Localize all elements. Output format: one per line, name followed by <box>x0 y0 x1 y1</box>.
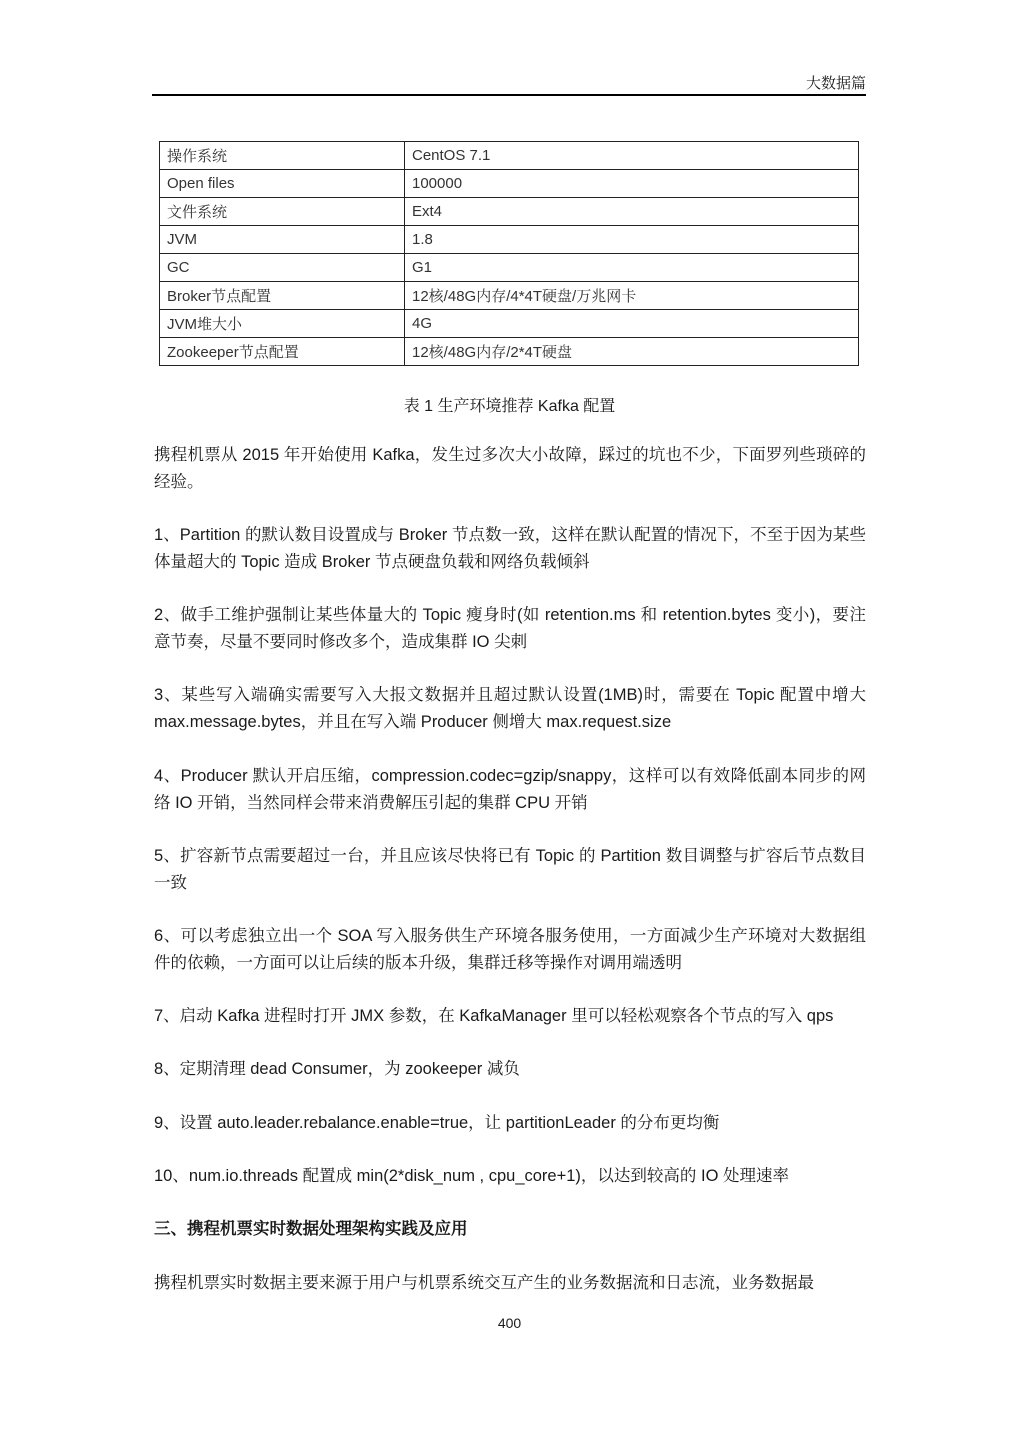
table-cell-value: CentOS 7.1 <box>405 142 859 170</box>
header-rule <box>152 94 866 96</box>
page-number: 400 <box>497 1315 522 1331</box>
table-cell-value: Ext4 <box>405 198 859 226</box>
table-row <box>160 170 859 198</box>
paragraph-tip-8: 8、定期清理 dead Consumer，为 zookeeper 减负 <box>154 1060 520 1078</box>
table-cell-key: JVM堆大小 <box>160 310 405 338</box>
paragraph-tip-4: 4、Producer 默认开启压缩，compression.codec=gzip/snappy，这样可以有效降低副本同步的网络 IO 开销，当然同样会带来消费解压引起的集群 CPU 开销 <box>154 767 866 812</box>
table-row <box>160 198 859 226</box>
table-cell-value: 12核/48G内存/2*4T硬盘 <box>405 338 859 366</box>
table-cell-key: 操作系统 <box>160 142 405 170</box>
running-header: 大数据篇 <box>805 75 866 92</box>
section-heading: 三、携程机票实时数据处理架构实践及应用 <box>154 1220 468 1238</box>
table-cell-key: GC <box>160 254 405 282</box>
table-cell-value: G1 <box>405 254 859 282</box>
table-cell-key: Open files <box>160 170 405 198</box>
paragraph-tip-6: 6、可以考虑独立出一个 SOA 写入服务供生产环境各服务使用，一方面减少生产环境对大数据组件的依赖，一方面可以让后续的版本升级，集群迁移等操作对调用端透明 <box>154 927 866 972</box>
paragraph-tip-5: 5、扩容新节点需要超过一台，并且应该尽快将已有 Topic 的 Partition 数目调整与扩容后节点数目一致 <box>154 847 866 892</box>
table-row <box>160 338 859 366</box>
table-cell-value: 12核/48G内存/4*4T硬盘/万兆网卡 <box>405 282 859 310</box>
table-row <box>160 254 859 282</box>
table-cell-value: 100000 <box>405 170 859 198</box>
table-cell-key: 文件系统 <box>160 198 405 226</box>
table-cell-value: 1.8 <box>405 226 859 254</box>
table-cell-value: 4G <box>405 310 859 338</box>
table-row <box>160 226 859 254</box>
table-cell-key: JVM <box>160 226 405 254</box>
paragraph-tip-3: 3、某些写入端确实需要写入大报文数据并且超过默认设置(1MB)时，需要在 Topic 配置中增大 max.message.bytes，并且在写入端 Producer 侧增大 max.request.size <box>154 686 866 731</box>
table-cell-key: Broker节点配置 <box>160 282 405 310</box>
paragraph-tip-7: 7、启动 Kafka 进程时打开 JMX 参数，在 KafkaManager 里可以轻松观察各个节点的写入 qps <box>154 1007 834 1025</box>
table-row <box>160 310 859 338</box>
table-cell-key: Zookeeper节点配置 <box>160 338 405 366</box>
paragraph-intro: 携程机票从 2015 年开始使用 Kafka，发生过多次大小故障，踩过的坑也不少，下面罗列些琐碎的经验。 <box>154 446 866 491</box>
table-caption: 表 1 生产环境推荐 Kafka 配置 <box>403 398 616 415</box>
config-table <box>159 141 859 366</box>
paragraph-tip-1: 1、Partition 的默认数目设置成与 Broker 节点数一致，这样在默认配置的情况下，不至于因为某些体量超大的 Topic 造成 Broker 节点硬盘负载和网络负载倾斜 <box>154 526 866 571</box>
paragraph-tip-2: 2、做手工维护强制让某些体量大的 Topic 瘦身时(如 retention.ms 和 retention.bytes 变小)，要注意节奏，尽量不要同时修改多个，造成集群 IO 尖刺 <box>154 606 866 651</box>
table-row <box>160 142 859 170</box>
paragraph-tip-9: 9、设置 auto.leader.rebalance.enable=true，让 partitionLeader 的分布更均衡 <box>154 1114 720 1132</box>
paragraph-tip-10: 10、num.io.threads 配置成 min(2*disk_num , cpu_core+1)，以达到较高的 IO 处理速率 <box>154 1167 789 1185</box>
table-row <box>160 282 859 310</box>
paragraph-architecture: 携程机票实时数据主要来源于用户与机票系统交互产生的业务数据流和日志流，业务数据最 <box>154 1274 814 1292</box>
